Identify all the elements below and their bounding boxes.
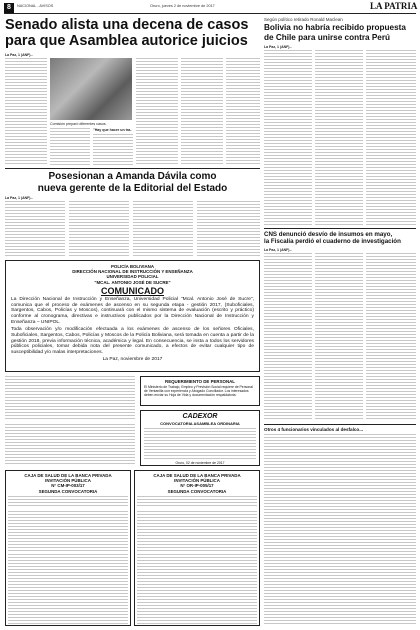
cadexor-box [140,410,260,466]
lead-headline [5,17,260,49]
cns-headline-line2: la Fiscalía perdió el cuaderno de investigación [264,238,401,246]
left-body-column [5,376,135,421]
lead-photo [50,58,132,120]
lead-body-col5 [181,58,223,166]
caja-left-intro [8,496,128,508]
editorial-headline-line2: nueva gerente de la Editorial del Estado [37,182,228,194]
comunicado-org-line4: "MCAL. ANTONIO JOSÉ DE SUCRE" [94,279,171,285]
cns-headline-line1: CNS denunció desvío de insumos en mayo, [264,231,393,238]
editorial-body-col4 [197,201,260,257]
caja-left-title-line2: INVITACIÓN PÚBLICA [45,478,91,484]
caja-left-title-line3: N° CM-IP-003/17 [51,483,85,489]
cns-rule [264,228,416,229]
peru-body-col3 [366,50,416,226]
caja-left-box [5,470,131,626]
page-number: 8 [4,3,14,13]
comunicado-title: COMUNICADO [101,285,164,296]
peru-headline-line2: de Chile para unirse contra Perú [264,32,391,42]
lead-body-col6 [226,58,260,166]
comunicado-org [11,264,254,285]
section-label: NACIONAL - AVISOS [17,4,54,8]
comunicado-paragraph1: La Dirección Nacional de Instrucción y Enseñanza, Universidad Policial "Mcal. Antonio José de Sucre", comunica que el proceso de exámenes de ascenso en su segunda etapa - gestión 2017, (Suboficiales, Sargentos, Cabos, Policías y Moscos), continuará con el mismo sistema de evaluación (escrito y práctico) conforme al cronograma, directivas e instructivos publicados por la Dirección Nacional de Instrucción y Enseñanza – UNIPOL. [11,296,254,325]
cadexor-footer: Oruro, 02 de noviembre de 2017 [175,461,225,465]
lead-body-col3 [93,134,133,166]
peru-body-col1 [264,50,312,226]
comunicado-org-line2: DIRECCIÓN NACIONAL DE INSTRUCCIÓN Y ENSEÑANZA [72,269,193,275]
caja-left-form [8,511,128,551]
masthead-rule [4,13,416,14]
paper-name: LA PATRIA [370,1,418,11]
caja-left-schedule [8,554,128,624]
editorial-headline-line1: Posesionan a Amanda Dávila como [48,171,217,182]
caja-left-title [8,473,128,494]
comunicado-signoff: La Paz, noviembre de 2017 [102,356,163,362]
caja-right-title-line2: INVITACIÓN PÚBLICA [174,478,220,484]
requerimiento-title: REQUERIMIENTO DE PERSONAL [165,379,235,384]
lead-quote: "Hay que hacer un tra- [93,128,132,132]
editorial-body-col1 [5,201,65,257]
editorial-agency: La Paz, 1 (ANF).- [5,196,33,200]
comunicado-org-line3: UNIVERSIDAD POLICIAL [106,274,159,280]
lead-body-col1 [5,58,47,166]
lead-headline-line1: Senado alista una decena de casos [5,17,249,33]
cns-headline [264,231,416,246]
caja-right-schedule [137,554,257,624]
section-rule [5,168,260,169]
comunicado-box [5,260,260,372]
lead-agency: La Paz, 1 (ANF).- [5,53,33,57]
peru-agency: La Paz, 1 (ANF).- [264,45,292,49]
comunicado-org-line1: POLICÍA BOLIVIANA [110,264,154,269]
requerimiento-body: El Ministerio de Trabajo, Empleo y Previsión Social requiere de Personal de Ventanilla con experiencia y Abogado Conciliador. Los interesados deben enviar su Hoja de Vida y documentación respaldatoria. [144,385,253,398]
cns-body-col3 [366,253,416,421]
bottom-story-headline: Otros 4 funcionarios vinculados al desfalco... [264,427,364,432]
caja-right-title [137,473,257,494]
caja-right-box [134,470,260,626]
cadexor-agenda [144,428,256,460]
cns-body-col2 [315,253,363,421]
peru-body-col2 [315,50,363,226]
cadexor-title: CONVOCATORIA ASAMBLEA ORDINARIA [160,421,240,426]
lead-headline-line2: para que Asamblea autorice juicios [5,33,248,49]
caja-right-form [137,511,257,551]
left-body-column-2 [5,424,135,466]
bottom-story-body [264,434,416,626]
cns-body-col1 [264,253,312,421]
lead-body-col4 [136,58,178,166]
peru-headline-line1: Bolivia no habría recibido propuesta [264,23,406,32]
cadexor-logo: CADEXOR [182,413,218,420]
comunicado-paragraph2: Toda observación y/o modificación efectuada a los exámenes de ascenso de los señores Oficiales, Suboficiales, Sargentos, Cabos, Policías y Moscos de la Policía Boliviana, será tomada en cuenta a partir de la gestión 2018, previa información técnica, académica y legal. En consecuencia, se insta a todos los servidores públicos policiales, tomar debida nota del presente comunicado, a efectos de evitar cualquier tipo de susceptibilidad y/o malas interpretaciones. [11,327,254,356]
caja-right-title-line1: CAJA DE SALUD DE LA BANCA PRIVADA [153,473,241,478]
requerimiento-box [140,376,260,406]
caja-left-title-line4: SEGUNDA CONVOCATORIA [38,488,98,494]
editorial-body-col3 [133,201,193,257]
caja-right-title-line3: N° OR-IP-005/17 [180,483,214,489]
caja-right-intro [137,496,257,508]
peru-kicker: Según político retirado Ronald Maclean [264,17,343,22]
issue-date: Oruro, jueves 2 de noviembre de 2017 [150,4,215,8]
caja-right-title-line4: SEGUNDA CONVOCATORIA [167,488,227,494]
caja-left-title-line1: CAJA DE SALUD DE LA BANCA PRIVADA [24,473,112,478]
peru-headline [264,23,416,42]
cns-agency: La Paz, 1 (ANF).- [264,248,292,252]
lead-photo-caption: Comisión preparó diferentes casos. [50,122,107,126]
bottom-story-rule [264,424,416,425]
lead-body-col2 [50,128,90,166]
editorial-body-col2 [69,201,129,257]
editorial-headline [5,171,260,194]
